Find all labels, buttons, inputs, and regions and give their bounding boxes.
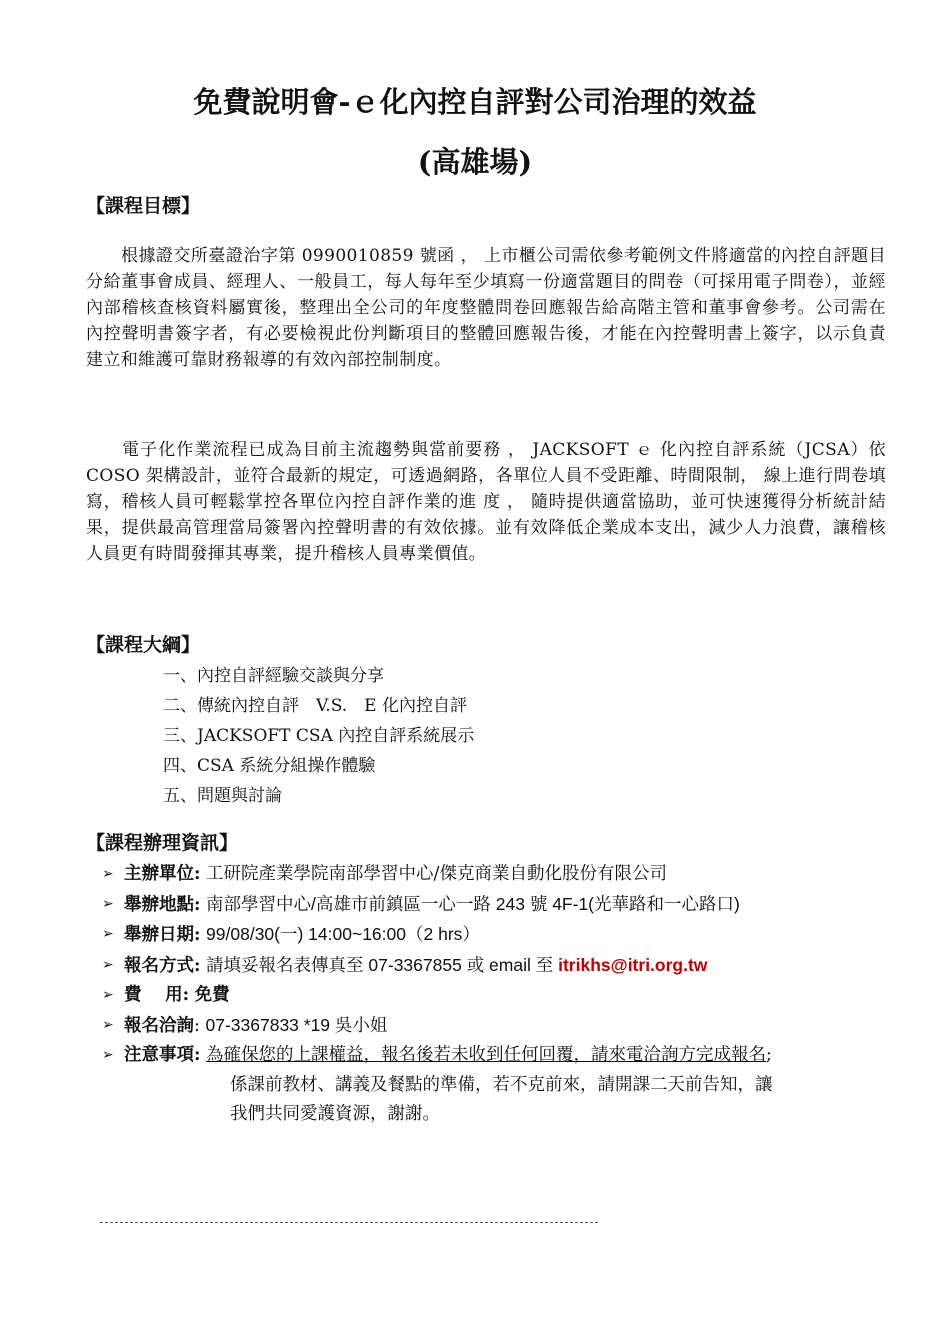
info-notes-line-3: 我們共同愛護資源，謝謝。 bbox=[230, 1104, 440, 1124]
info-notes-semicolon: ; bbox=[766, 1045, 772, 1065]
objectives-heading: 【課程目標】 bbox=[86, 195, 201, 217]
arrow-bullet-icon: ➢ bbox=[102, 987, 114, 1003]
outline-item: 五、問題與討論 bbox=[163, 786, 282, 806]
outline-item: 三、JACKSOFT CSA 內控自評系統展示 bbox=[163, 726, 475, 746]
objectives-paragraph-2-text: 電子化作業流程已成為目前主流趨勢與當前要務 ， JACKSOFT ｅ 化內控自評系統（JCSA）依 COSO 架構設計，並符合最新的規定，可透過網路，各單位人員不受距離、時間限制， 線上進行問卷填寫，稽核人員可輕鬆掌控各單位內控自評作業的進 度 ， 隨時提供適當協助，並可快速獲得分析統計結果，提供最高管理當局簽署內控聲明書的有效依據。並有效降低企業成本支出，減少人力浪費，讓稽核人員更有時間發揮其專業，提升稽核人員專業價值。 bbox=[86, 440, 886, 564]
page-title: 免費說明會-ｅ化內控自評對公司治理的效益 bbox=[193, 85, 757, 119]
info-organizer-label: 主辦單位: bbox=[124, 864, 201, 884]
arrow-bullet-icon: ➢ bbox=[102, 1016, 114, 1033]
info-contact bbox=[100, 1011, 920, 1042]
info-registration-value: 請填妥報名表傳真至 07-3367855 或 email 至 bbox=[206, 954, 559, 975]
info-fee-label: 費 用: bbox=[124, 985, 190, 1005]
info-date bbox=[100, 920, 920, 951]
arrow-bullet-icon: ➢ bbox=[102, 1047, 114, 1063]
objectives-paragraph-1 bbox=[86, 243, 886, 373]
objectives-paragraph-1-text: 根據證交所臺證治字第 0990010859 號函 ， 上市櫃公司需依參考範例文件將適當的內控自評題目分給董事會成員、經理人、一般員工，每人每年至少填寫一份適當題目的問卷（可採用電子問卷），並經內部稽核查核資料屬實後，整理出全公司的年度整體問卷回應報告給高階主管和董事會參考。公司需在內控聲明書簽字者，有必要檢視此份判斷項目的整體回應報告後，才能在內控聲明書上簽字，以示負責建立和維護可靠財務報導的有效內部控制制度。 bbox=[86, 246, 886, 370]
info-list bbox=[100, 860, 920, 1130]
info-notes-underlined: 為確保您的上課權益，報名後若未收到任何回覆，請來電洽詢方完成報名 bbox=[206, 1045, 767, 1065]
info-contact-label: 報名洽詢 bbox=[124, 1015, 194, 1036]
dashed-divider bbox=[100, 1222, 598, 1223]
objectives-paragraph-2 bbox=[86, 437, 886, 567]
info-registration-label: 報名方式: bbox=[124, 955, 201, 976]
outline-list bbox=[163, 661, 474, 811]
arrow-bullet-icon: ➢ bbox=[102, 866, 114, 882]
arrow-bullet-icon: ➢ bbox=[102, 926, 114, 942]
info-contact-value: 07-3367833 *19 吳小姐 bbox=[205, 1014, 388, 1035]
info-date-label: 舉辦日期: bbox=[124, 925, 201, 945]
info-notes bbox=[100, 1041, 920, 1071]
info-heading: 【課程辦理資訊】 bbox=[86, 832, 239, 854]
info-registration bbox=[100, 951, 920, 982]
outline-heading: 【課程大綱】 bbox=[86, 634, 201, 656]
info-venue-value: 南部學習中心/高雄市前鎮區一心一路 243 號 4F-1(光華路和一心路口) bbox=[206, 893, 740, 914]
info-organizer bbox=[100, 860, 920, 890]
email-link[interactable]: itrikhs@itri.org.tw bbox=[558, 954, 708, 975]
page-subtitle: (高雄場) bbox=[417, 145, 533, 179]
info-contact-separator: : bbox=[194, 1015, 200, 1036]
info-organizer-value: 工研院產業學院南部學習中心/傑克商業自動化股份有限公司 bbox=[206, 864, 667, 884]
arrow-bullet-icon: ➢ bbox=[102, 956, 114, 973]
info-notes-label: 注意事項: bbox=[124, 1045, 201, 1065]
info-fee-value: 免費 bbox=[194, 985, 230, 1005]
outline-item: 二、傳統內控自評 V.S. E 化內控自評 bbox=[163, 696, 467, 716]
info-fee bbox=[100, 981, 920, 1011]
info-venue-label: 舉辦地點: bbox=[124, 894, 201, 915]
info-date-value: 99/08/30(一) 14:00~16:00（2 hrs） bbox=[206, 924, 480, 944]
info-venue bbox=[100, 890, 920, 921]
outline-item: 一、內控自評經驗交談與分享 bbox=[163, 666, 384, 686]
arrow-bullet-icon: ➢ bbox=[102, 895, 114, 912]
outline-item: 四、CSA 系統分組操作體驗 bbox=[163, 756, 376, 776]
info-notes-line-2: 係課前教材、講義及餐點的準備，若不克前來，請開課二天前告知，讓 bbox=[230, 1074, 773, 1095]
